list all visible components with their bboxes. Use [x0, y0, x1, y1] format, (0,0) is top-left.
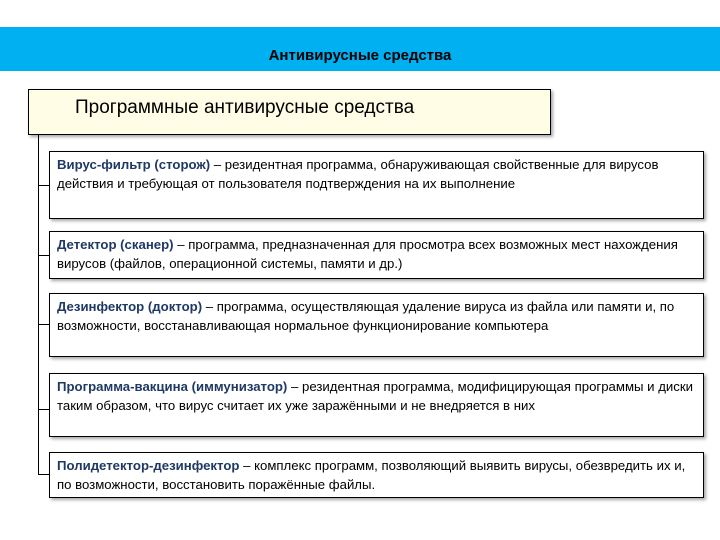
term-label: Полидетектор-дезинфектор — [57, 458, 240, 473]
definition-box-detector — [49, 231, 704, 279]
term-definition: – программа, осуществляющая удаление вируса из файла или памяти и, по возможности, восстанавливающая нормальное функционирование компьютера — [57, 299, 675, 334]
term-label: Вирус-фильтр (сторож) — [57, 157, 211, 172]
term-label: Программа-вакцина (иммунизатор) — [57, 379, 288, 394]
definition-box-virus-filter — [49, 151, 704, 219]
tree-connector-line — [38, 135, 39, 475]
definition-box-disinfector — [49, 293, 704, 357]
slide-title: Антивирусные средства — [268, 47, 452, 64]
term-label: Дезинфектор (доктор) — [57, 299, 203, 314]
main-category-box — [28, 89, 551, 135]
definition-box-polydetector — [49, 452, 704, 498]
term-definition: – программа, предназначенная для просмотра всех возможных мест нахождения вирусов (файлов, операционной системы, памяти и др.) — [57, 237, 678, 272]
term-definition: – резидентная программа, модифицирующая программы и диски таким образом, что вирус считает их уже заражёнными и не внедряется в них — [57, 379, 693, 414]
main-category-title: Программные антивирусные средства — [75, 97, 415, 118]
term-definition: – комплекс программ, позволяющий выявить вирусы, обезвредить их и, по возможности, восстановить поражённые файлы. — [57, 458, 686, 493]
term-definition: – резидентная программа, обнаруживающая свойственные для вирусов действия и требующая от пользователя подтверждения на их выполнение — [57, 157, 659, 192]
term-label: Детектор (сканер) — [57, 237, 174, 252]
definition-box-vaccine — [49, 373, 704, 437]
